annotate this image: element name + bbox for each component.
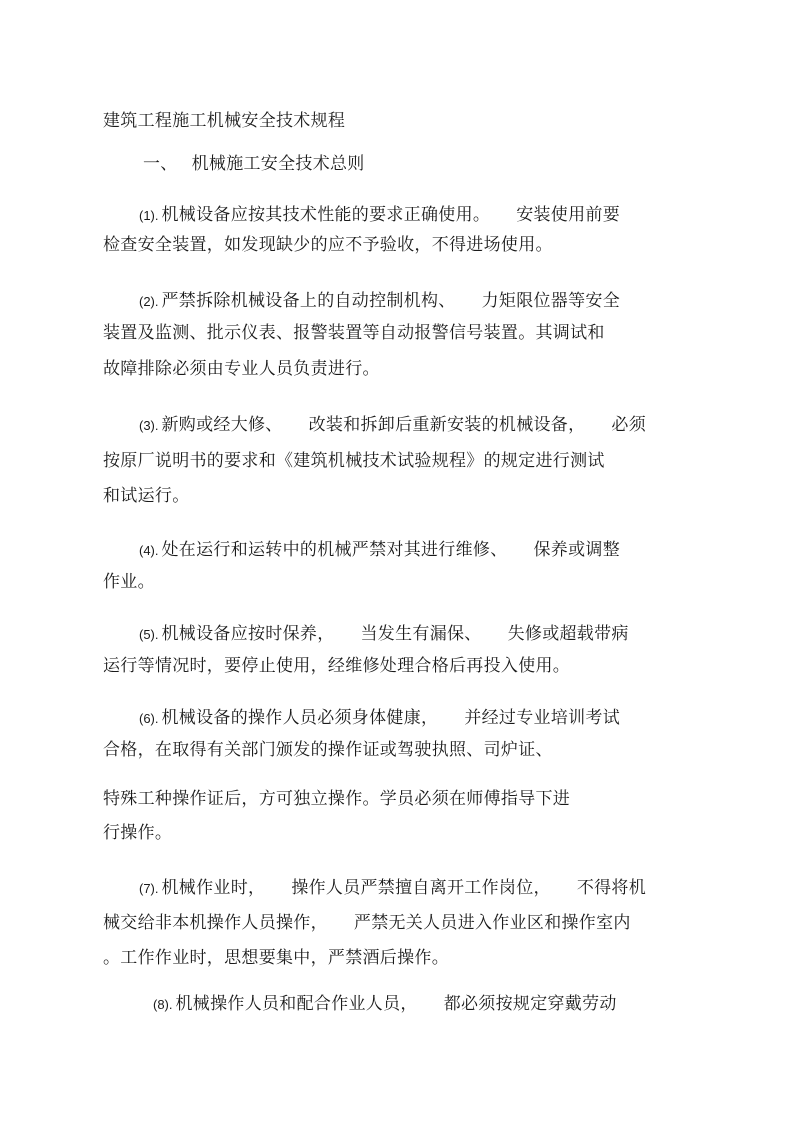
section-heading bbox=[143, 152, 365, 176]
text-segment: 力矩限位器等安全 bbox=[481, 291, 621, 311]
item-number: (5). bbox=[139, 627, 159, 642]
text-segment: 改装和拆卸后重新安装的机械设备， bbox=[308, 415, 586, 435]
list-item-line bbox=[103, 821, 172, 845]
text-segment: 械交给非本机操作人员操作， bbox=[103, 913, 328, 933]
list-item-line bbox=[103, 484, 190, 508]
item-number: (1). bbox=[139, 208, 159, 223]
list-item-line bbox=[103, 738, 553, 762]
text-segment: 机械设备应按时保养， bbox=[161, 624, 335, 644]
text-segment: 机械操作人员和配合作业人员， bbox=[175, 994, 418, 1014]
text-segment: 必须 bbox=[611, 415, 647, 435]
text-segment: 严禁拆除机械设备上的自动控制机构、 bbox=[161, 291, 456, 311]
list-item-line bbox=[139, 706, 620, 731]
text-segment: 机械设备应按其技术性能的要求正确使用。 bbox=[161, 205, 491, 225]
text-segment: 机械作业时， bbox=[161, 878, 266, 898]
list-item-line bbox=[139, 289, 620, 314]
item-number: (3). bbox=[139, 418, 159, 433]
text-segment: 按原厂说明书的要求和《建筑机械技术试验规程》的规定进行测试 bbox=[103, 451, 605, 471]
list-item-line bbox=[153, 992, 617, 1017]
list-item-line bbox=[103, 233, 553, 257]
section-label: 一、 bbox=[143, 154, 178, 174]
text-segment: 操作人员严禁擅自离开工作岗位， bbox=[291, 878, 551, 898]
text-segment: 作业。 bbox=[103, 572, 155, 592]
list-item-line bbox=[139, 876, 646, 901]
item-number: (7). bbox=[139, 881, 159, 896]
text-segment: 装置及监测、批示仪表、报警装置等自动报警信号装置。其调试和 bbox=[103, 323, 605, 343]
list-item-line bbox=[103, 357, 380, 381]
text-segment: 故障排除必须由专业人员负责进行。 bbox=[103, 359, 380, 379]
list-item-line bbox=[103, 449, 605, 473]
list-item-line bbox=[103, 654, 570, 678]
text-segment: 机械设备的操作人员必须身体健康， bbox=[161, 708, 439, 728]
list-item-line bbox=[139, 203, 620, 228]
text-segment: 当发生有漏保、 bbox=[360, 624, 482, 644]
text-segment: 合格，在取得有关部门颁发的操作证或驾驶执照、司炉证、 bbox=[103, 740, 553, 760]
list-item-line bbox=[139, 622, 629, 647]
text-segment: 安装使用前要 bbox=[516, 205, 621, 225]
item-number: (6). bbox=[139, 711, 159, 726]
item-number: (4). bbox=[139, 543, 159, 558]
text-segment: 检查安全装置，如发现缺少的应不予验收，不得进场使用。 bbox=[103, 235, 553, 255]
text-segment: 和试运行。 bbox=[103, 486, 190, 506]
text-segment: 运行等情况时，要停止使用，经维修处理合格后再投入使用。 bbox=[103, 656, 571, 676]
text-segment: 特殊工种操作证后，方可独立操作。学员必须在师傅指导下进 bbox=[103, 789, 571, 809]
list-item-line bbox=[103, 787, 570, 811]
list-item-line bbox=[103, 911, 631, 935]
list-item-line bbox=[103, 570, 155, 594]
text-segment: 新购或经大修、 bbox=[161, 415, 283, 435]
list-item-line bbox=[103, 321, 605, 345]
item-number: (2). bbox=[139, 294, 159, 309]
text-segment: 。工作作业时，思想要集中，严禁酒后操作。 bbox=[103, 948, 449, 968]
text-segment: 失修或超载带病 bbox=[507, 624, 629, 644]
text-segment: 保养或调整 bbox=[533, 540, 620, 560]
text-segment: 严禁无关人员进入作业区和操作室内 bbox=[353, 913, 631, 933]
list-item-line bbox=[139, 413, 646, 438]
text-segment: 处在运行和运转中的机械严禁对其进行维修、 bbox=[161, 540, 508, 560]
text-segment: 并经过专业培训考试 bbox=[464, 708, 621, 728]
section-heading-text: 机械施工安全技术总则 bbox=[191, 154, 365, 174]
list-item-line bbox=[103, 946, 449, 970]
text-segment: 行操作。 bbox=[103, 823, 173, 843]
text-segment: 不得将机 bbox=[576, 878, 647, 898]
list-item-line bbox=[139, 538, 620, 563]
item-number: (8). bbox=[153, 997, 173, 1012]
document-title: 建筑工程施工机械安全技术规程 bbox=[103, 111, 346, 131]
text-segment: 都必须按规定穿戴劳动 bbox=[443, 994, 617, 1014]
